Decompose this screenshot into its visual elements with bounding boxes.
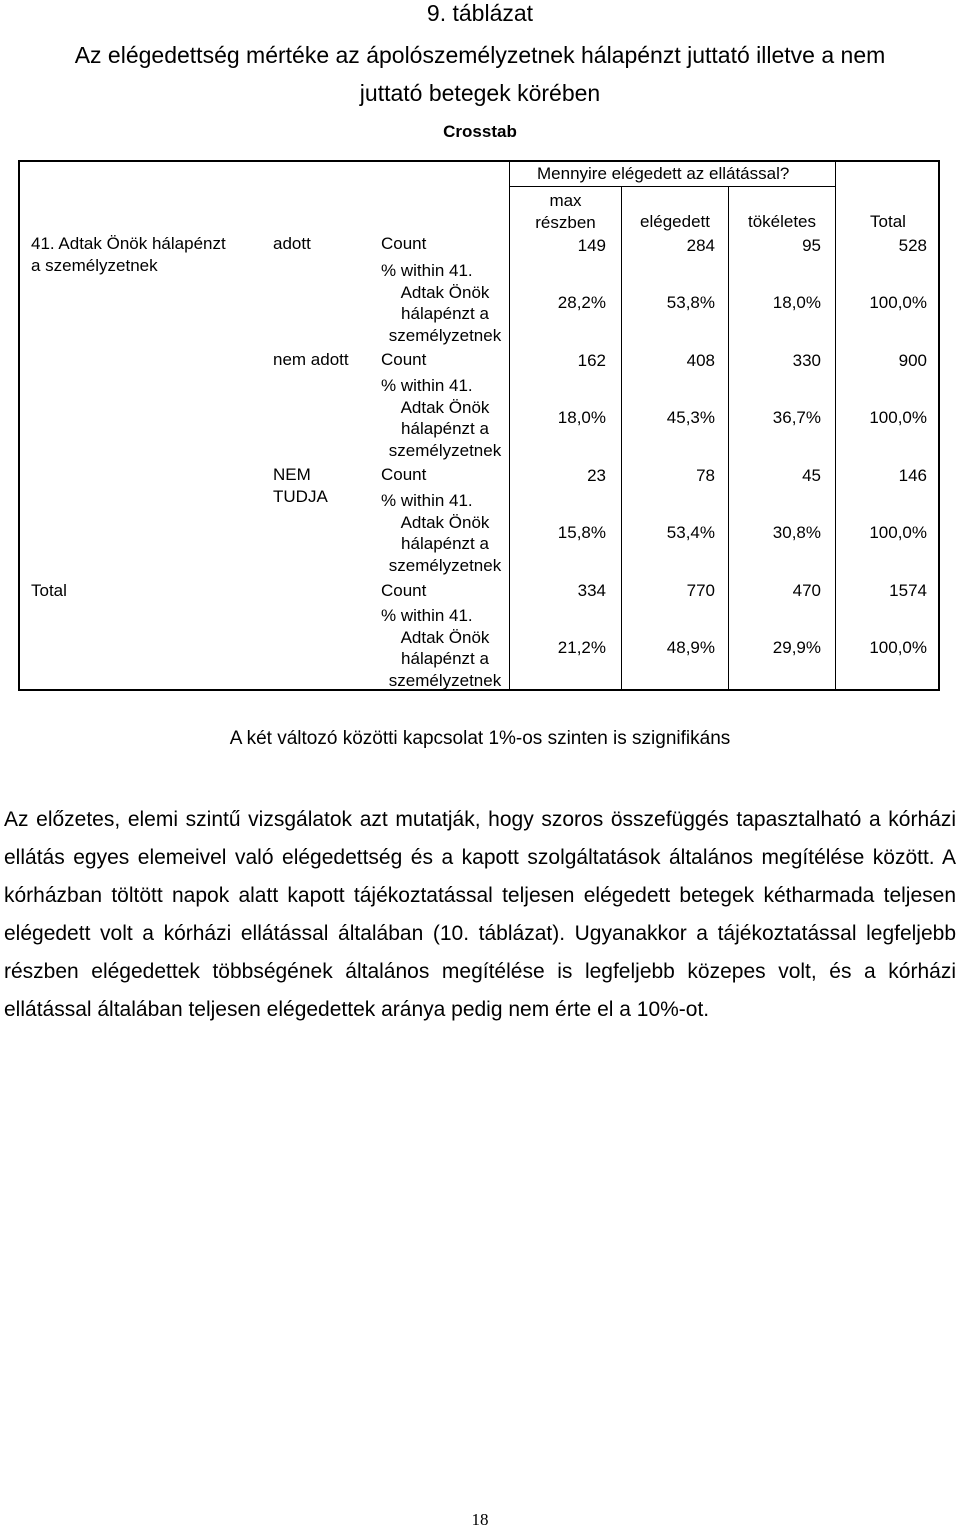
row-var-label-line: a személyzetnek <box>31 256 158 275</box>
stat-count-label: Count <box>381 234 427 253</box>
col-header-total: Total <box>870 212 906 231</box>
table-cell: 146 <box>898 466 927 485</box>
stat-within-label <box>381 490 509 576</box>
table-cell: 23 <box>587 466 606 485</box>
table-cell: 100,0% <box>869 293 927 312</box>
table-cell: 334 <box>577 581 606 600</box>
col-var-label: Mennyire elégedett az ellátással? <box>537 164 790 183</box>
table-cell: 21,2% <box>557 638 606 657</box>
stat-within-line: Adtak Önök <box>400 512 490 532</box>
table-cell: 53,8% <box>666 293 715 312</box>
table-cell: 53,4% <box>666 523 715 542</box>
table-cell: 330 <box>792 351 821 370</box>
table-cell: 30,8% <box>772 523 821 542</box>
caption-title-line2: juttató betegek körében <box>359 80 601 106</box>
table-cell: 29,9% <box>772 638 821 657</box>
group-label: adott <box>273 234 311 253</box>
stat-within-label <box>381 375 509 461</box>
col-header-tokeletes: tökéletes <box>747 212 817 231</box>
body-paragraph: Az előzetes, elemi szintű vizsgálatok azt mutatják, hogy szoros összefüggés tapasztalható a kórházi ellátás egyes elemeivel való elégedettség és a kapott szolgáltatások általános megítélése között. A kórházban töltött napok alatt kapott tájékoztatással teljesen elégedett betegek kétharmada teljesen elégedett volt a kórházi ellátással általában (10. táblázat). Ugyanakkor a tájékoztatással legfeljebb részben elégedettek többségének általános megítélése is legfeljebb közepes volt, és a kórházi ellátással általában teljesen elégedettek aránya pedig nem érte el a 10%-ot. <box>4 808 956 1021</box>
col-header-max-reszben <box>510 190 621 234</box>
stat-within-line: % within 41. <box>381 261 473 280</box>
stat-within-line: személyzetnek <box>388 670 502 690</box>
stat-within-line: Adtak Önök <box>400 282 490 302</box>
stat-within-line: % within 41. <box>381 491 473 510</box>
caption-number: 9. táblázat <box>426 0 534 26</box>
table-cell: 36,7% <box>772 408 821 427</box>
stat-within-line: Adtak Önök <box>400 627 490 647</box>
row-var-label-line: 41. Adtak Önök hálapénzt <box>31 234 226 253</box>
stat-within-line: Adtak Önök <box>400 397 490 417</box>
stat-within-label <box>381 260 509 346</box>
stat-within-line: hálapénzt a <box>401 534 489 553</box>
stat-within-line: % within 41. <box>381 606 473 625</box>
table-cell: 15,8% <box>557 523 606 542</box>
table-cell: 149 <box>577 236 606 255</box>
stat-within-line: hálapénzt a <box>401 304 489 323</box>
significance-note: A két változó közötti kapcsolat 1%-os szinten is szignifikáns <box>229 728 731 749</box>
table-cell: 284 <box>686 236 715 255</box>
table-cell: 28,2% <box>557 293 606 312</box>
table-cell: 78 <box>696 466 715 485</box>
col-header-elegedett: elégedett <box>640 212 710 231</box>
table-cell: 470 <box>792 581 821 600</box>
stat-count-label: Count <box>381 350 427 369</box>
group-label: nem adott <box>273 350 349 369</box>
table-cell: 1574 <box>889 581 927 600</box>
table-divider <box>509 186 835 187</box>
table-cell: 18,0% <box>772 293 821 312</box>
crosstab-title: Crosstab <box>443 122 517 141</box>
stat-count-label: Count <box>381 581 427 600</box>
col-header-line: max <box>549 191 582 210</box>
table-cell: 100,0% <box>869 408 927 427</box>
stat-within-line: személyzetnek <box>388 440 502 460</box>
table-cell: 95 <box>802 236 821 255</box>
stat-within-line: személyzetnek <box>388 555 502 575</box>
row-var-label <box>31 233 226 277</box>
table-divider <box>728 186 729 691</box>
stat-within-line: személyzetnek <box>388 325 502 345</box>
stat-within-label <box>381 605 509 691</box>
page-number: 18 <box>471 1510 489 1529</box>
table-cell: 100,0% <box>869 523 927 542</box>
table-cell: 162 <box>577 351 606 370</box>
group-label-line: TUDJA <box>273 487 328 506</box>
group-label: Total <box>31 581 67 600</box>
table-cell: 48,9% <box>666 638 715 657</box>
group-label <box>273 464 328 508</box>
table-cell: 528 <box>898 236 927 255</box>
stat-count-label: Count <box>381 465 427 484</box>
table-cell: 45 <box>802 466 821 485</box>
table-divider <box>621 186 622 691</box>
caption-title-line1: Az elégedettség mértéke az ápolószemélyzetnek hálapénzt juttató illetve a nem <box>74 42 886 68</box>
caption-title <box>0 36 960 112</box>
table-cell: 45,3% <box>666 408 715 427</box>
table-cell: 770 <box>686 581 715 600</box>
stat-within-line: hálapénzt a <box>401 649 489 668</box>
group-label-line: NEM <box>273 465 311 484</box>
stat-within-line: % within 41. <box>381 376 473 395</box>
col-header-line: részben <box>535 213 596 232</box>
table-cell: 900 <box>898 351 927 370</box>
stat-within-line: hálapénzt a <box>401 419 489 438</box>
table-cell: 100,0% <box>869 638 927 657</box>
table-cell: 408 <box>686 351 715 370</box>
table-cell: 18,0% <box>557 408 606 427</box>
